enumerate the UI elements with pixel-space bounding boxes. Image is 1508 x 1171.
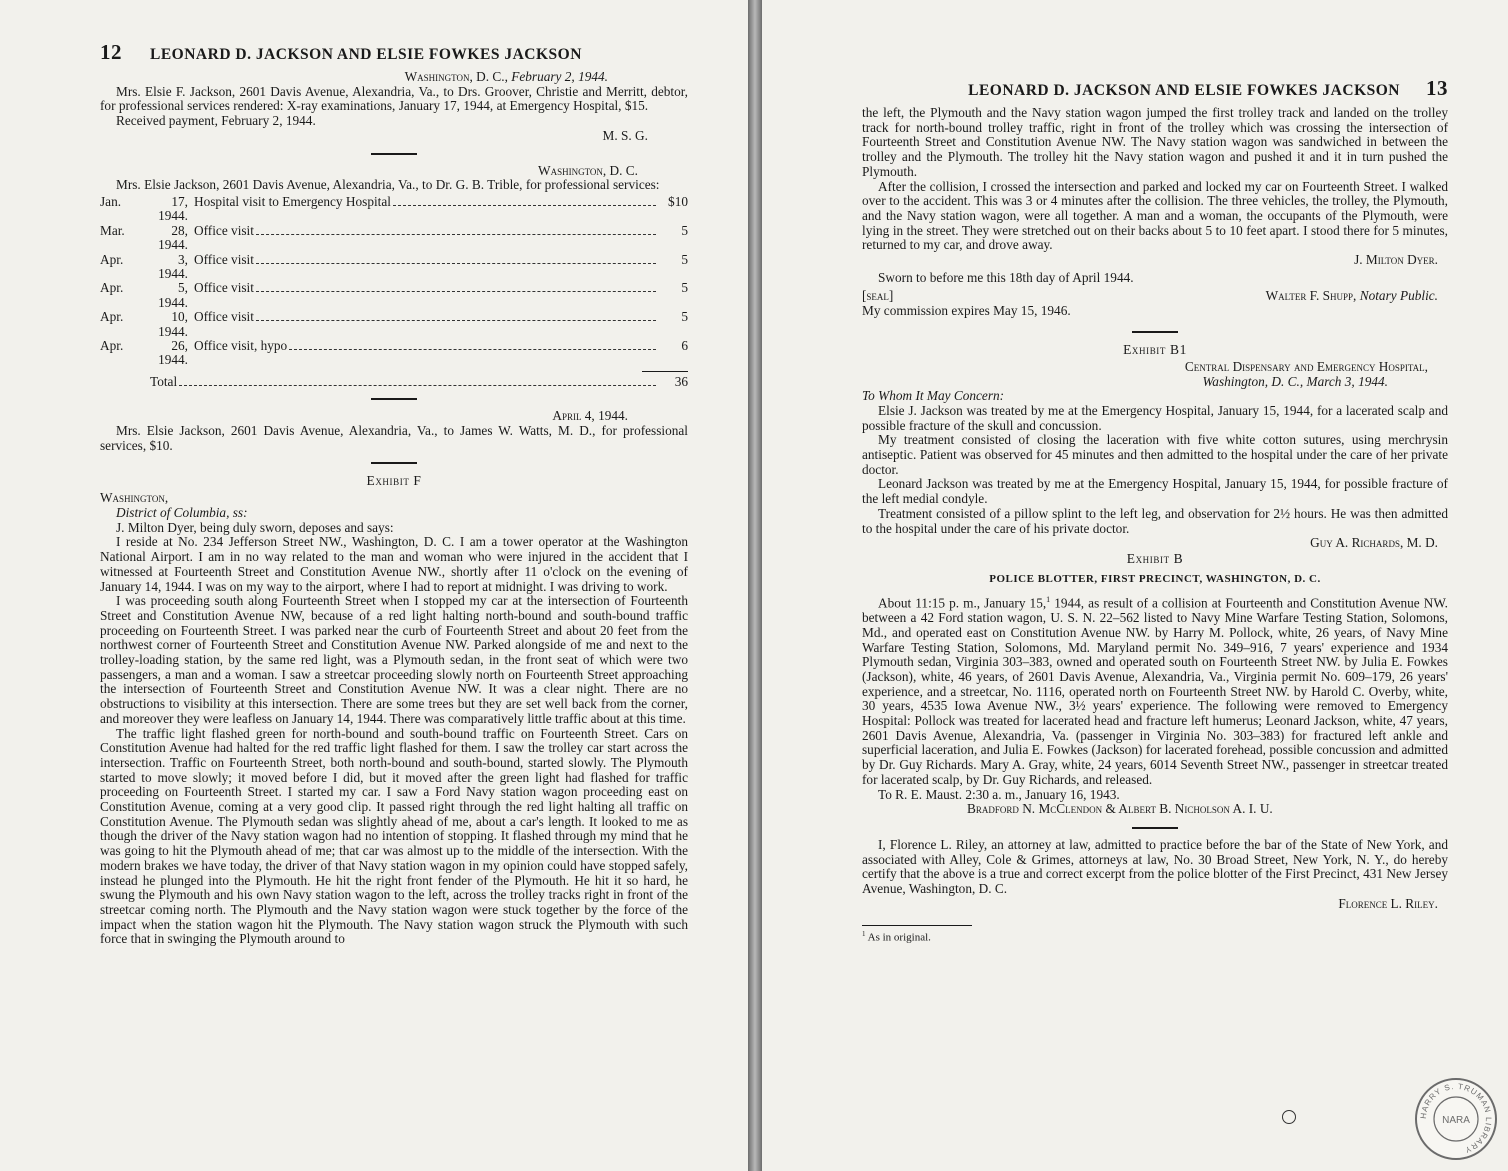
to-line: To R. E. Maust. 2:30 a. m., January 16, 1943. <box>878 786 1120 802</box>
ledger-row <box>100 339 688 368</box>
total-rule <box>642 371 688 372</box>
ledger-day: 17, 1944. <box>158 193 188 224</box>
divider <box>371 462 417 464</box>
place-date: Washington, D. C., March 3, 1944. <box>1202 373 1388 389</box>
divider <box>1132 827 1178 829</box>
ledger <box>100 195 688 368</box>
ledger-amount: 5 <box>681 280 688 296</box>
page-number: 12 <box>100 40 122 64</box>
blotter-report-start: About 11:15 p. m., January 15, <box>878 595 1047 611</box>
richards-signature: Guy A. Richards, M. D. <box>1310 535 1438 551</box>
running-head-title: LEONARD D. JACKSON AND ELSIE FOWKES JACKSON <box>150 46 582 63</box>
footnote-text: As in original. <box>867 932 931 945</box>
footnote-mark: 1 <box>862 930 866 939</box>
groover-body: Mrs. Elsie F. Jackson, 2601 Davis Avenue, Alexandria, Va., to Drs. Groover, Christie and Merritt, debtor, for professional services rendered: X-ray examinations, January 17, 1944, at Emergency Hospital, $15. <box>100 83 688 114</box>
left-page <box>0 0 748 1171</box>
divider <box>371 153 417 155</box>
book-gutter <box>748 0 762 1171</box>
ledger-amount: $10 <box>668 193 688 209</box>
ledger-total <box>100 375 688 389</box>
officers: Bradford N. McClendon & Albert B. Nicholson A. I. U. <box>967 801 1273 817</box>
trible-place: Washington, D. C. <box>538 162 638 178</box>
footnote-rule <box>862 925 972 926</box>
running-head-title: LEONARD D. JACKSON AND ELSIE FOWKES JACKSON <box>968 82 1400 99</box>
stamp-center-text: NARA <box>1442 1115 1470 1126</box>
affidavit-paragraph: After the collision, I crossed the intersection and parked and locked my car on Fourteenth Street. I walked over to the accident. This was 3 or 4 minutes after the collision. The three vehicles, the trolley, the Plymouth, and the Navy station wagon, were all together. A man and a woman, the occupants of the Plymouth, were lying in the street. They were stretched out on their backs about 5 to 10 feet apart. I stood there for 5 minutes, returned to my car, and drove away. <box>862 178 1448 253</box>
exhibit-b-heading: Exhibit B <box>1126 550 1184 566</box>
dyer-continued <box>862 106 1448 319</box>
watts-date: April 4, 1944. <box>552 408 628 424</box>
ledger-day: 3, 1944. <box>158 251 188 281</box>
seal: [seal] <box>862 288 894 304</box>
letter-paragraph: Leonard Jackson was treated by me at the Emergency Hospital, January 15, 1944, for possible fracture of the left medial condyle. <box>862 476 1448 507</box>
exhibit-b <box>862 593 1448 817</box>
notary-line <box>862 289 1448 304</box>
salutation: To Whom It May Concern: <box>862 388 1005 404</box>
ledger-month: Apr. <box>100 337 124 353</box>
ledger-desc: Office visit <box>194 251 254 267</box>
ledger-month: Apr. <box>100 309 124 325</box>
letter-paragraph: Elsie J. Jackson was treated by me at the Emergency Hospital, January 15, 1944, for a lacerated scalp and possible fracture of the skull and concussion. <box>862 402 1448 433</box>
trible-bill <box>100 164 688 390</box>
blotter-heading: POLICE BLOTTER, FIRST PRECINCT, WASHINGTON, D. C. <box>989 572 1321 585</box>
ledger-month: Apr. <box>100 251 124 267</box>
letter-paragraph: Treatment consisted of a pillow splint to the left leg, and observation for 2½ hours. He was then admitted to the hospital under the care of his private doctor. <box>862 505 1448 536</box>
footnote-ref: 1 <box>1046 594 1051 604</box>
ledger-desc: Hospital visit to Emergency Hospital <box>194 193 391 209</box>
dyer-affidavit <box>100 521 688 947</box>
institution: Central Dispensary and Emergency Hospital, <box>1184 358 1428 374</box>
exhibit-b1 <box>862 360 1448 551</box>
page-number: 13 <box>1426 76 1448 100</box>
venue-district: District of Columbia, ss: <box>116 505 248 521</box>
trible-intro: Mrs. Elsie Jackson, 2601 Davis Avenue, Alexandria, Va., to Dr. G. B. Trible, for professional services: <box>116 177 660 193</box>
ledger-day: 28, 1944. <box>158 222 188 253</box>
ledger-amount: 5 <box>681 222 688 238</box>
running-head <box>862 76 1448 106</box>
divider <box>371 398 417 400</box>
notary-name: Walter F. Shupp, <box>1265 288 1357 304</box>
exhibit-f <box>100 491 688 947</box>
ledger-desc: Office visit, hypo <box>194 337 288 353</box>
affidavit-paragraph: I was proceeding south along Fourteenth Street when I stopped my car at the intersection of Fourteenth Street and Constitution Avenue NW, because of a red light halting north-bound and south-bound traffic proceeding on Fourteenth Street. I was parked near the curb of Fourteenth Street and about 20 feet from the northwest corner of Fourteenth Street and Constitution Avenue NW. Parked alongside of me and next to the trolley-loading station, by the same red light, was a Plymouth sedan, in the front seat of which were two passengers, a man and a woman. I saw a streetcar proceeding slowly north on Fourteenth Street approaching the intersection of Fourteenth Street and Constitution Avenue NW. It was a clear night. There are no obstructions to visibility at this intersection. There are some trees but they are set well back from the corner, and moreover they were leafless on January 14, 1944. There was comparatively little traffic about at this time. <box>100 593 688 726</box>
watts-body: Mrs. Elsie Jackson, 2601 Davis Avenue, Alexandria, Va., to James W. Watts, M. D., for professional services, $10. <box>100 422 688 453</box>
library-stamp-icon <box>1414 1077 1498 1161</box>
affidavit-paragraph: J. Milton Dyer, being duly sworn, deposes and says: <box>116 519 394 535</box>
groover-date: February 2, 1944. <box>511 69 608 84</box>
ledger-amount: 5 <box>681 251 688 267</box>
ledger-desc: Office visit <box>194 280 254 296</box>
affidavit-paragraph: I reside at No. 234 Jefferson Street NW., Washington, D. C. I am a tower operator at the Washington National Airport. I am in no way related to the man and woman who were injured in the accident that I witnessed at Fourteenth Street and Constitution Avenue NW., shortly after 11 o'clock on the evening of January 14, 1944. I was on my way to the airport, where I had to report at midnight. I was driving to work. <box>100 534 688 594</box>
exhibit-b1-heading: Exhibit B1 <box>1123 341 1187 357</box>
ledger-row <box>100 195 688 224</box>
punch-hole <box>1282 1110 1296 1124</box>
dyer-signature: J. Milton Dyer. <box>1354 252 1438 268</box>
watts-bill <box>100 409 688 453</box>
sworn-statement: Sworn to before me this 18th day of April 1944. <box>878 269 1134 285</box>
riley-certificate <box>862 838 1448 912</box>
total-label: Total <box>150 373 178 389</box>
ledger-month: Apr. <box>100 280 124 296</box>
footnote <box>862 930 1448 944</box>
total-amount: 36 <box>674 373 688 389</box>
riley-signature: Florence L. Riley. <box>1338 895 1438 911</box>
groover-received: Received payment, February 2, 1944. <box>116 113 316 129</box>
groover-bill <box>100 70 688 144</box>
ledger-row <box>100 310 688 339</box>
venue-city: Washington, <box>100 490 169 506</box>
ledger-amount: 6 <box>681 337 688 353</box>
ledger-row <box>100 224 688 253</box>
ledger-month: Mar. <box>100 222 125 238</box>
groover-place: Washington, D. C., <box>404 69 508 84</box>
ledger-desc: Office visit <box>194 309 254 325</box>
notary-title: Notary Public. <box>1359 288 1438 304</box>
stamp-ring-text: HARRY S. TRUMAN LIBRARY <box>1418 1081 1494 1155</box>
ledger-row <box>100 281 688 310</box>
ledger-month: Jan. <box>100 193 122 209</box>
ledger-amount: 5 <box>681 309 688 325</box>
riley-paragraph: I, Florence L. Riley, an attorney at law, admitted to practice before the bar of the State of New York, and associated with Alley, Cole & Grimes, attorneys at law, No. 30 Broad Street, New York, N. Y., do hereby certify that the above is a true and correct excerpt from the police blotter of the First Precinct, 431 New Jersey Avenue, Washington, D. C. <box>862 836 1448 897</box>
ledger-day: 10, 1944. <box>158 309 188 339</box>
running-head <box>100 40 688 70</box>
exhibit-f-heading: Exhibit F <box>366 473 422 489</box>
commission: My commission expires May 15, 1946. <box>862 303 1071 319</box>
ledger-row <box>100 253 688 282</box>
groover-initials: M. S. G. <box>602 127 648 143</box>
affidavit-paragraph: the left, the Plymouth and the Navy station wagon jumped the first trolley track and landed on the trolley track for north-bound trolley traffic, right in front of the trolley which was crossing the intersection of Fourteenth Street and Constitution Avenue NW. The Navy station wagon was sandwiched in between the trolley and the Plymouth. The trolley hit the Navy station wagon and pushed it and it in turn pushed the Plymouth. <box>862 105 1448 179</box>
divider <box>1132 331 1178 333</box>
ledger-day: 26, 1944. <box>158 337 188 368</box>
ledger-desc: Office visit <box>194 222 254 238</box>
affidavit-paragraph: The traffic light flashed green for north-bound and south-bound traffic on Fourteenth Street. Cars on Constitution Avenue had halted for the red traffic light flashed for them. I saw the trolley car start across the intersection. Traffic on Fourteenth Street, both north-bound and south-bound, started slowly. The Plymouth started to move slowly; it moved before I did, but it moved after the green light had flashed for traffic proceeding on Fourteenth Street. I started my car. I saw a Ford Navy station wagon proceeding east on Constitution Avenue, coming at a very good clip. It passed right through the red light halting all traffic on Constitution Avenue. The Plymouth sedan was slightly ahead of me, about a car's length. It looked to me as though the driver of the Navy station wagon had no intention of stopping. It flashed through my mind that he was going to hit the Plymouth ahead of me; that car was almost up to the middle of the intersection. With the modern brakes we have today, the driver of that Navy station wagon in my opinion could have stopped safely, instead he plunged into the Plymouth. He hit the right front fender of the Plymouth. He hit it so hard, he swung the Plymouth and his own Navy station wagon to the left, across the trolley tracks right in front of the streetcar coming north. The Plymouth and the Navy station wagon were stuck together by the force of the impact when the station wagon hit the Plymouth. The Navy station wagon struck the Plymouth with such force that in swinging the Plymouth around to <box>100 725 688 947</box>
ledger-day: 5, 1944. <box>158 280 188 310</box>
letter-paragraph: My treatment consisted of closing the laceration with five white cotton sutures, using merchrysin antiseptic. Patient was observed for 45 minutes and then admitted to the hospital under the care of her private doctor. <box>862 432 1448 477</box>
right-page <box>762 0 1508 1171</box>
blotter-report: 1944, as result of a collision at Fourteenth and Constitution Avenue NW. between a 42 Ford station wagon, U. S. N. 22–562 listed to Navy Mine Warfare Testing Station, Solomons, Md., and operated east on Constitution Avenue NW. by Harry M. Pollock, white, 26 years, of Navy Mine Warfare Testing Station, Solomons, Md. Maryland permit No. 349–916, 7 years' experience and 1934 Plymouth sedan, Virginia 303–383, owned and operated south on Fourteenth Street NW. by Julia E. Fowkes (Jackson), white, 46 years, of 2601 Davis Avenue, Alexandria, Va., Virginia permit No. 609–179, 26 years' experience, and a streetcar, No. 1116, operated north on Fourteenth Street NW. by Harold C. Overby, white, 30 years, 4535 Iowa Avenue NW., 3½ years' experience. The following were removed to Emergency Hospital: Pollock was treated for lacerated head and fracture left humerus; Leonard Jackson, white, 47 years, 2601 Davis Avenue, Alexandria, Va. (passenger in Virginia No. 303–383) for fractured left ankle and superficial laceration, and Julia E. Fowkes (Jackson) for lacerated forehead, possible concussion and admitted by Dr. Guy Richards. Mary A. Gray, white, 24 years, 6014 Seventh Street NW., passenger in streetcar treated for lacerated scalp, by Dr. Guy Richards, and released. <box>862 595 1448 787</box>
